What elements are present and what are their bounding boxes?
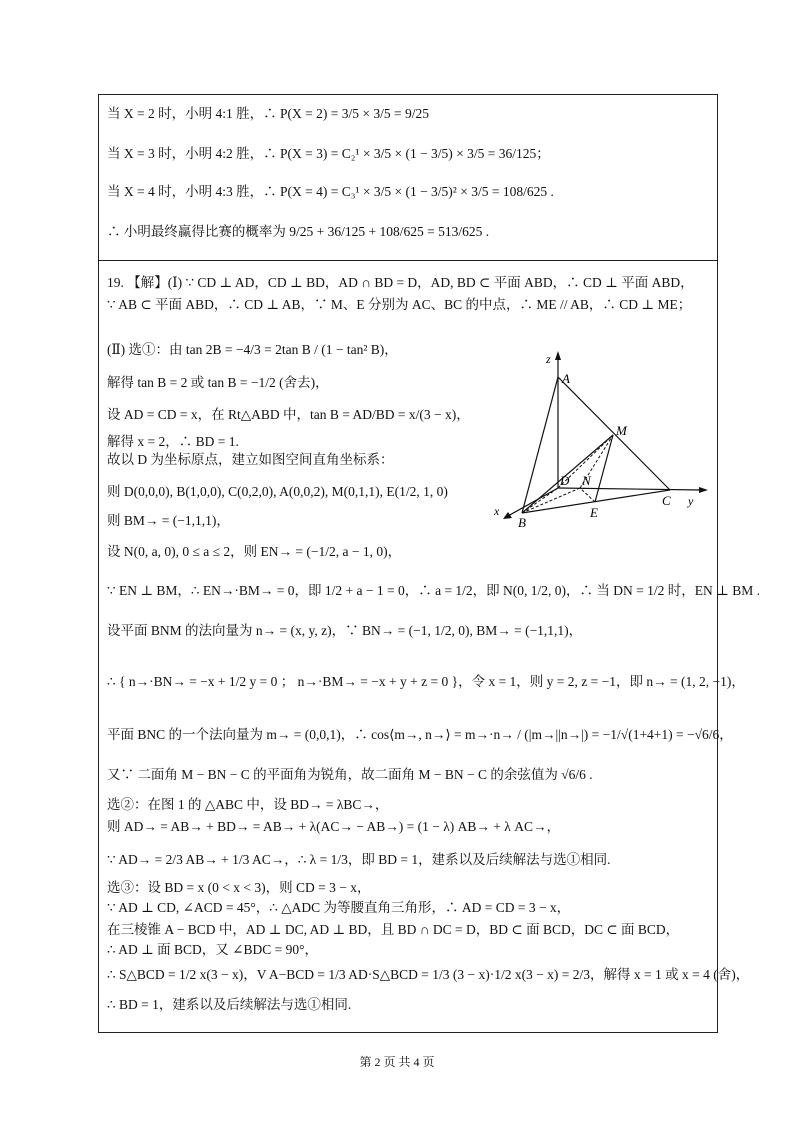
line-p2-16: 选②：在图 1 的 △ABC 中，设 BD→ = λBC→， [107, 797, 389, 812]
label-m: M [616, 423, 627, 438]
label-y: y [688, 494, 694, 508]
line-p2-12: 设平面 BNM 的法向量为 n→ = (x, y, z)，∵ BN→ = (−1, 1/2, 0), BM→ = (−1,1,1)， [107, 623, 583, 638]
label-x: x [494, 504, 500, 518]
line-p2-10: 设 N(0, a, 0), 0 ≤ a ≤ 2，则 EN→ = (−1/2, a − 1, 0)， [107, 544, 402, 559]
edge-me [595, 435, 613, 502]
label-d: D [560, 473, 570, 488]
line-p1-1: 当 X = 2 时，小明 4:1 胜，∴ P(X = 2) = 3/5 × 3/5 = 9/25 [107, 106, 429, 121]
z-axis-arrow [555, 351, 561, 360]
line-p2-17: 则 AD→ = AB→ + BD→ = AB→ + λ(AC→ − AB→) = (1 − λ) AB→ + λ AC→， [107, 819, 560, 834]
line-p2-4: 解得 tan B = 2 或 tan B = −1/2 (舍去)， [107, 375, 329, 390]
label-n: N [582, 473, 591, 488]
line-p2-11: ∵ EN ⊥ BM，∴ EN→·BM→ = 0，即 1/2 + a − 1 = 0，∴ a = 1/2，即 N(0, 1/2, 0)，∴ 当 DN = 1/2 时，EN ⊥ BM . [107, 583, 760, 598]
line-p2-13: ∴ { n→·BN→ = −x + 1/2 y = 0 ； n→·BM→ = −x + y + z = 0 }，令 x = 1，则 y = 2, z = −1，即 n→ = (1, 2, −1)， [107, 674, 745, 689]
page-footer: 第 2 页 共 4 页 [359, 1055, 435, 1069]
line-p2-18: ∵ AD→ = 2/3 AB→ + 1/3 AC→，∴ λ = 1/3，即 BD = 1，建系以及后续解法与选①相同. [107, 852, 611, 867]
line-p2-6: 解得 x = 2，∴ BD = 1. [107, 434, 239, 449]
line-p2-14: 平面 BNC 的一个法向量为 m→ = (0,0,1)，∴ cos⟨m→, n→⟩ = m→·n→ / (|m→||n→|) = −1/√(1+4+1) = −√6/6， [107, 727, 733, 742]
line-p1-3: 当 X = 4 时，小明 4:3 胜，∴ P(X = 4) = C₃¹ × 3/5 × (1 − 3/5)² × 3/5 = 108/625 . [107, 184, 554, 199]
line-p2-22: ∴ AD ⊥ 面 BCD，又 ∠BDC = 90°， [107, 942, 319, 957]
line-p2-3: (Ⅱ) 选①：由 tan 2B = −4/3 = 2tan B / (1 − tan² B)， [107, 342, 398, 357]
edge-ac [558, 377, 670, 490]
coordinate-figure [490, 345, 715, 535]
label-z: z [546, 352, 551, 366]
label-a: A [562, 371, 570, 386]
solution-part-18 [98, 94, 718, 261]
line-p2-20: ∵ AD ⊥ CD, ∠ACD = 45°，∴ △ADC 为等腰直角三角形，∴ AD = CD = 3 − x， [107, 900, 571, 915]
line-p2-2: ∵ AB ⊂ 平面 ABD，∴ CD ⊥ AB，∵ M、E 分别为 AC、BC 的中点，∴ ME // AB，∴ CD ⊥ ME； [107, 297, 692, 312]
line-p2-21: 在三棱锥 A − BCD 中，AD ⊥ DC, AD ⊥ BD，且 BD ∩ DC = D，BD ⊂ 面 BCD，DC ⊂ 面 BCD， [107, 922, 680, 937]
line-p2-1: 19. 【解】(Ⅰ) ∵ CD ⊥ AD，CD ⊥ BD，AD ∩ BD = D，AD, BD ⊂ 平面 ABD，∴ CD ⊥ 平面 ABD， [107, 275, 694, 290]
line-p2-24: ∴ BD = 1，建系以及后续解法与选①相同. [107, 997, 352, 1012]
line-p2-9: 则 BM→ = (−1,1,1)， [107, 513, 230, 528]
line-p2-15: 又∵ 二面角 M − BN − C 的平面角为锐角，故二面角 M − BN − C 的余弦值为 √6/6 . [107, 767, 593, 782]
line-p2-5: 设 AD = CD = x，在 Rt△ABD 中，tan B = AD/BD = x/(3 − x)， [107, 407, 470, 422]
x-axis-arrow [503, 512, 512, 519]
line-p2-19: 选③：设 BD = x (0 < x < 3)，则 CD = 3 − x， [107, 880, 371, 895]
label-b: B [518, 515, 526, 530]
line-p1-4: ∴ 小明最终赢得比赛的概率为 9/25 + 36/125 + 108/625 = 513/625 . [107, 224, 490, 239]
line-p2-8: 则 D(0,0,0), B(1,0,0), C(0,2,0), A(0,0,2), M(0,1,1), E(1/2, 1, 0) [107, 484, 448, 499]
edge-en [580, 488, 595, 502]
label-e: E [590, 505, 598, 520]
line-p1-2: 当 X = 3 时，小明 4:2 胜，∴ P(X = 3) = C₂¹ × 3/5 × (1 − 3/5) × 3/5 = 36/125； [107, 146, 550, 161]
y-axis-arrow [699, 487, 708, 493]
line-p2-23: ∴ S△BCD = 1/2 x(3 − x)，V A−BCD = 1/3 AD·S△BCD = 1/3 (3 − x)·1/2 x(3 − x) = 2/3，解得 x = 1 或 x = 4 (舍)， [107, 967, 750, 982]
label-c: C [662, 493, 671, 508]
line-p2-7: 故以 D 为坐标原点，建立如图空间直角坐标系： [107, 452, 394, 467]
edge-ab [522, 377, 558, 513]
